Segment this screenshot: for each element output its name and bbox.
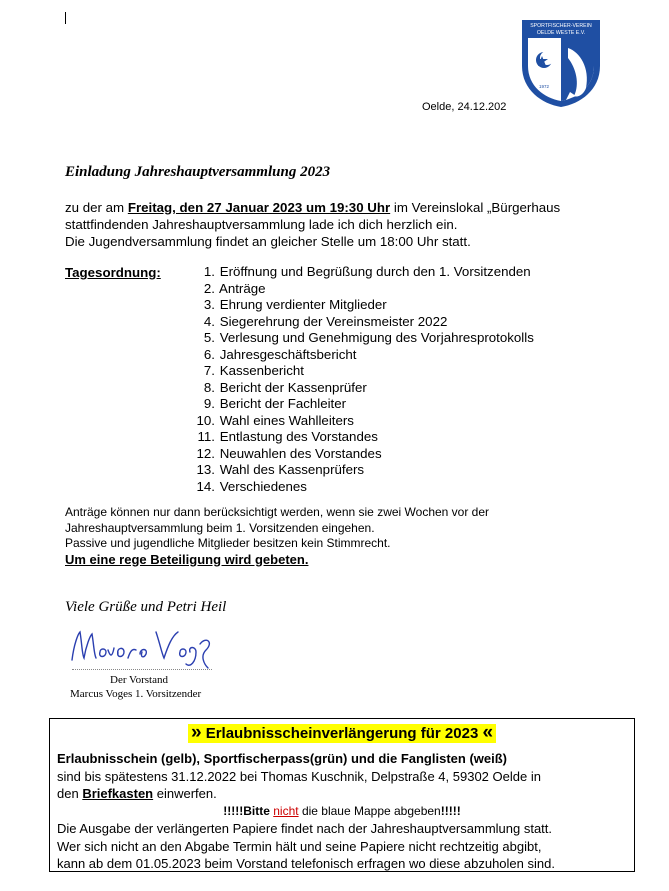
permit-line3: den Briefkasten einwerfen. — [57, 786, 217, 801]
text-cursor — [65, 12, 66, 24]
logo-text-top: SPORTFISCHER-VEREIN — [530, 23, 592, 29]
agenda-item: 14. Verschiedenes — [196, 478, 307, 494]
handwritten-signature — [68, 624, 218, 670]
agenda-item: 9. Bericht der Fachleiter — [203, 396, 347, 411]
agenda-item: 2. Anträge — [203, 280, 266, 296]
agenda-item: 5. Verlesung und Genehmigung des Vorjahresprotokolls — [203, 330, 534, 345]
club-logo — [520, 18, 602, 108]
logo-year: 1972 — [538, 84, 550, 89]
letter-date: Oelde, 24.12.202 — [422, 101, 507, 113]
greeting: Viele Grüße und Petri Heil — [65, 599, 227, 615]
intro-paragraph — [65, 199, 625, 250]
logo-text-mid: OELDE WESTE E.V. — [536, 30, 586, 36]
signature-line — [72, 669, 212, 670]
notes-line2: Jahreshauptversammlung beim 1. Vorsitzenden eingehen. — [65, 520, 375, 535]
agenda-list — [185, 264, 534, 495]
meeting-date: Freitag, den 27 Januar 2023 um 19:30 Uhr — [127, 200, 391, 215]
agenda-item: 6. Jahresgeschäftsbericht — [203, 346, 357, 362]
permit-line5: Die Ausgabe der verlängerten Papiere findet nach der Jahreshauptversammlung statt. — [57, 821, 553, 836]
permit-line7: kann ab dem 01.05.2023 beim Vorstand telefonisch erfragen wo diese abzuholen sind. — [57, 856, 555, 871]
agenda-item: 3. Ehrung verdienter Mitglieder — [203, 297, 387, 312]
signature-name: Marcus Voges 1. Vorsitzender — [70, 688, 202, 700]
agenda-item: 7. Kassenbericht — [203, 363, 304, 378]
agenda-label: Tagesordnung: — [65, 265, 161, 280]
permit-title-row — [49, 722, 635, 744]
permit-warning: !!!!!Bitte nicht die blaue Mappe abgeben!!!!! — [223, 803, 461, 818]
permit-body — [57, 750, 627, 873]
permit-line1: Erlaubnisschein (gelb), Sportfischerpass(grün) und die Fanglisten (weiß) — [57, 751, 507, 766]
agenda-item: 13. Wahl des Kassenprüfers — [196, 462, 365, 477]
agenda-item: 1. Eröffnung und Begrüßung durch den 1. Vorsitzenden — [203, 264, 531, 279]
letter-title: Einladung Jahreshauptversammlung 2023 — [65, 164, 331, 180]
notes-paragraph — [65, 505, 489, 567]
intro-line2: stattfindenden Jahreshauptversammlung lade ich dich herzlich ein. — [65, 217, 458, 232]
notes-line1: Anträge können nur dann berücksichtigt werden, wenn sie zwei Wochen vor der — [65, 505, 490, 519]
agenda-item: 8. Bericht der Kassenprüfer — [203, 379, 367, 395]
signature-role: Der Vorstand — [110, 674, 168, 686]
agenda-item: 12. Neuwahlen des Vorstandes — [196, 445, 382, 461]
participation-request: Um eine rege Beteiligung wird gebeten. — [65, 551, 309, 567]
agenda-item: 10. Wahl eines Wahlleiters — [196, 412, 354, 428]
permit-title: » Erlaubnisscheinverlängerung für 2023 « — [188, 724, 496, 743]
permit-line6: Wer sich nicht an den Abgabe Termin hält und seine Papiere nicht rechtzeitig abgibt, — [57, 838, 542, 854]
agenda-item: 4. Siegerehrung der Vereinsmeister 2022 — [203, 313, 448, 329]
intro-part2: im Vereinslokal „Bürgerhaus — [390, 200, 561, 215]
notes-line3: Passive und jugendliche Mitglieder besitzen kein Stimmrecht. — [65, 536, 391, 550]
intro-line3: Die Jugendversammlung findet an gleicher Stelle um 18:00 Uhr statt. — [65, 234, 471, 249]
permit-line2: sind bis spätestens 31.12.2022 bei Thomas Kuschnik, Delpstraße 4, 59302 Oelde in — [57, 768, 541, 784]
agenda-item: 11. Entlastung des Vorstandes — [197, 429, 378, 444]
intro-part1: zu der am — [65, 200, 128, 215]
